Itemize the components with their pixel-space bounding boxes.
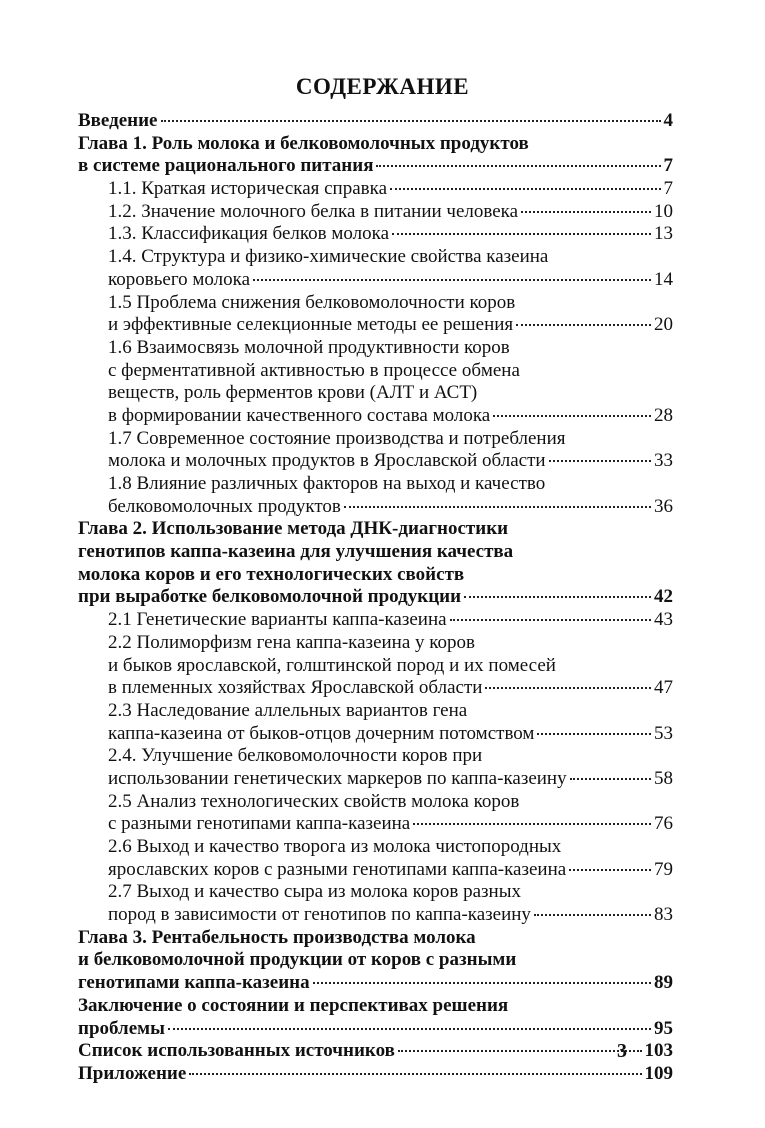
dot-leader [485, 687, 651, 689]
toc-entry-line [78, 337, 673, 360]
toc-entry-line [78, 768, 673, 791]
toc-entry-line [78, 723, 673, 746]
dot-leader [493, 415, 651, 417]
toc-entry-line [78, 881, 673, 904]
toc-page-number: 14 [654, 268, 673, 290]
toc-entry-text: веществ, роль ферментов крови (АЛТ и АСТ) [108, 382, 478, 404]
toc-entry-line [78, 586, 673, 609]
toc-entry-line [78, 473, 673, 496]
toc-entry-text: Глава 1. Роль молока и белковомолочных продуктов [78, 132, 529, 154]
toc-entry-text: с ферментативной активностью в процессе обмена [108, 359, 520, 381]
toc-entry-line [78, 133, 673, 156]
toc-entry-line [78, 949, 673, 972]
toc-page-number: 89 [654, 972, 673, 994]
toc-entry-line [78, 110, 673, 133]
toc-entry-line [78, 178, 673, 201]
toc-page-number: 13 [654, 223, 673, 245]
toc-entry-text: Глава 2. Использование метода ДНК-диагностики [78, 518, 509, 540]
toc-entry-line [78, 360, 673, 383]
toc-entry-line [78, 223, 673, 246]
toc-entry-text: Введение [78, 110, 158, 131]
page-number: 3 [617, 1040, 627, 1062]
toc-entry-text: Глава 3. Рентабельность производства молока [78, 926, 476, 948]
toc-entry-line [78, 201, 673, 224]
toc-entry-text: 1.7 Современное состояние производства и потребления [108, 427, 566, 449]
toc-entry-line [78, 904, 673, 927]
toc-page-number: 28 [654, 404, 673, 426]
toc-entry-text: 2.2 Полиморфизм гена каппа-казеина у коров [108, 631, 476, 653]
toc-entry-text: 1.5 Проблема снижения белковомолочности коров [108, 291, 516, 313]
toc-page-number: 83 [654, 904, 673, 926]
table-of-contents [78, 110, 673, 1086]
toc-entry-text: 1.6 Взаимосвязь молочной продуктивности коров [108, 336, 510, 358]
toc-entry-text: каппа-казеина от быков-отцов дочерним потомством [108, 722, 535, 744]
toc-entry-line [78, 632, 673, 655]
toc-page-number: 20 [654, 314, 673, 336]
toc-entry-text: 2.5 Анализ технологических свойств молока коров [108, 790, 520, 812]
dot-leader [569, 869, 651, 871]
toc-entry-text: пород в зависимости от генотипов по каппа-казеину [108, 904, 531, 926]
toc-entry-line [78, 246, 673, 269]
toc-page-number: 79 [654, 858, 673, 880]
toc-entry-text: Список использованных источников [78, 1040, 395, 1062]
toc-page-number: 7 [663, 178, 673, 200]
toc-entry-text: 2.7 Выход и качество сыра из молока коров разных [108, 881, 521, 903]
toc-entry-line [78, 813, 673, 836]
toc-entry-line [78, 155, 673, 178]
toc-page-number: 42 [654, 586, 673, 608]
toc-entry-text: молока коров и его технологических свойств [78, 563, 465, 585]
dot-leader [390, 188, 661, 190]
dot-leader [398, 1050, 642, 1052]
toc-page-number: 53 [654, 722, 673, 744]
dot-leader [521, 211, 651, 213]
toc-entry-text: 1.1. Краткая историческая справка [108, 178, 387, 200]
toc-entry-line [78, 496, 673, 519]
toc-entry-text: 1.2. Значение молочного белка в питании человека [108, 200, 519, 222]
toc-entry-text: с разными генотипами каппа-казеина [108, 813, 411, 835]
toc-entry-text: 2.3 Наследование аллельных вариантов гена [108, 699, 468, 721]
toc-page-number: 43 [654, 609, 673, 631]
dot-leader [549, 460, 651, 462]
toc-entry-text: проблемы [78, 1017, 165, 1039]
toc-entry-text: и быков ярославской, голштинской пород и их помесей [108, 654, 556, 676]
toc-entry-text: 1.4. Структура и физико-химические свойства казеина [108, 246, 549, 268]
toc-page-number: 95 [654, 1017, 673, 1039]
toc-entry-text: в племенных хозяйствах Ярославской области [108, 677, 483, 699]
dot-leader [253, 279, 651, 281]
toc-entry-line [78, 428, 673, 451]
dot-leader [376, 165, 660, 167]
toc-page-number: 58 [654, 767, 673, 789]
dot-leader [168, 1028, 651, 1030]
toc-entry-text: генотипов каппа-казеина для улучшения качества [78, 541, 514, 563]
toc-entry-line [78, 836, 673, 859]
toc-entry-line [78, 609, 673, 632]
dot-leader [464, 596, 651, 598]
toc-entry-text: и белковомолочной продукции от коров с разными [78, 949, 517, 971]
dot-leader [313, 982, 651, 984]
toc-page-number: 36 [654, 495, 673, 517]
toc-entry-text: ярославских коров с разными генотипами каппа-казеина [108, 858, 567, 880]
dot-leader [189, 1073, 641, 1075]
toc-entry-text: 2.1 Генетические варианты каппа-казеина [108, 609, 447, 631]
dot-leader [413, 823, 651, 825]
toc-entry-line [78, 1063, 673, 1086]
toc-entry-line [78, 655, 673, 678]
dot-leader [537, 733, 651, 735]
dot-leader [570, 778, 651, 780]
toc-entry-line [78, 405, 673, 428]
toc-page-number: 103 [644, 1040, 673, 1062]
toc-entry-line [78, 927, 673, 950]
toc-entry-text: 2.6 Выход и качество творога из молока чистопородных [108, 836, 562, 857]
toc-page-number: 76 [654, 813, 673, 835]
toc-entry-line [78, 541, 673, 564]
toc-entry-line [78, 564, 673, 587]
toc-entry-text: 1.8 Влияние различных факторов на выход и качество [108, 473, 546, 494]
toc-entry-line [78, 972, 673, 995]
toc-entry-line [78, 995, 673, 1018]
page-title: СОДЕРЖАНИЕ [295, 74, 470, 99]
dot-leader [392, 233, 651, 235]
toc-page-number: 33 [654, 450, 673, 472]
toc-page-number: 7 [663, 155, 673, 177]
toc-entry-line [78, 745, 673, 768]
toc-page-number: 47 [654, 677, 673, 699]
toc-entry-text: 2.4. Улучшение белковомолочности коров при [108, 745, 483, 767]
toc-entry-line [78, 269, 673, 292]
toc-entry-text: при выработке белковомолочной продукции [78, 586, 462, 608]
toc-entry-line [78, 677, 673, 700]
toc-entry-text: коровьего молока [108, 268, 251, 290]
toc-entry-text: молока и молочных продуктов в Ярославской области [108, 450, 546, 472]
dot-leader [161, 120, 661, 122]
toc-entry-line [78, 518, 673, 541]
dot-leader [534, 914, 651, 916]
toc-entry-line [78, 314, 673, 337]
toc-entry-text: в формировании качественного состава молока [108, 404, 491, 426]
toc-entry-line [78, 700, 673, 723]
toc-entry-line [78, 859, 673, 882]
toc-entry-line [78, 1040, 673, 1063]
toc-entry-line [78, 292, 673, 315]
toc-entry-line [78, 450, 673, 473]
toc-entry-line [78, 1018, 673, 1041]
toc-page-number: 109 [644, 1062, 673, 1084]
dot-leader [516, 324, 651, 326]
toc-entry-line [78, 382, 673, 405]
toc-entry-text: в системе рационального питания [78, 155, 374, 177]
toc-entry-text: Приложение [78, 1062, 187, 1084]
toc-entry-line [78, 791, 673, 814]
dot-leader [344, 506, 651, 508]
toc-entry-text: Заключение о состоянии и перспективах решения [78, 994, 509, 1016]
toc-entry-text: белковомолочных продуктов [108, 495, 341, 517]
toc-entry-text: 1.3. Классификация белков молока [108, 223, 390, 245]
toc-entry-text: использовании генетических маркеров по каппа-казеину [108, 767, 567, 789]
toc-entry-text: генотипами каппа-казеина [78, 972, 310, 994]
toc-page-number: 4 [663, 110, 673, 131]
dot-leader [450, 619, 651, 621]
toc-entry-text: и эффективные селекционные методы ее решения [108, 314, 514, 336]
toc-page-number: 10 [654, 200, 673, 222]
